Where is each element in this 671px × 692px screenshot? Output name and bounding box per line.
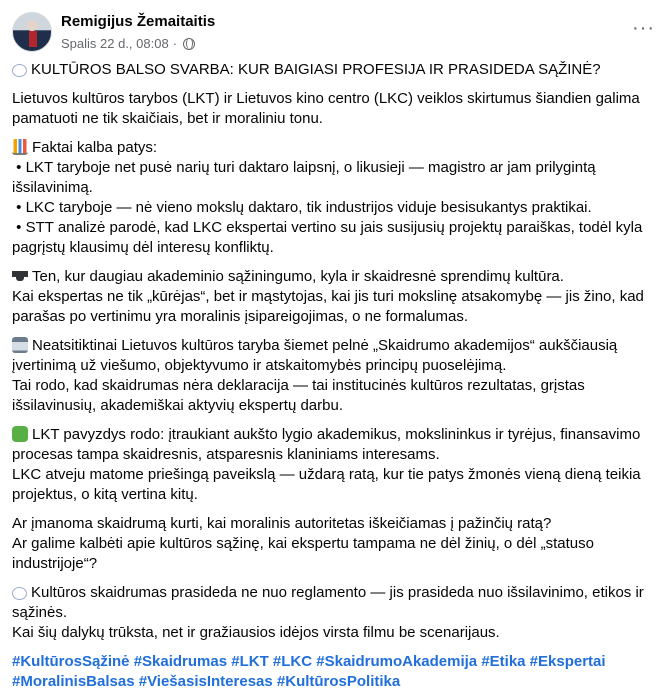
facts-paragraph <box>12 138 659 258</box>
post-meta <box>61 36 195 51</box>
hashtags[interactable]: #KultūrosSąžinė #Skaidrumas #LKT #LKC #SkaidrumoAkademija #Etika #Ekspertai #MoralinisBalsas #ViešasisInteresas #KultūrosPolitika <box>12 653 606 690</box>
post-body <box>12 60 659 692</box>
award-paragraph <box>12 336 659 416</box>
post-date[interactable]: Spalis 22 d., 08:08 <box>61 36 169 51</box>
award-heading: Neatsitiktinai Lietuvos kultūros taryba šiemet pelnė „Skaidrumo akademijos“ aukščiausią įvertinimą už viešumo, objektyvumo ir atskaitomybės principų puoselėjimą. <box>12 337 622 374</box>
closing-body: Kai šių dalykų trūksta, net ir gražiausios idėjos virsta filmu be scenarijaus. <box>12 624 500 641</box>
post-title-paragraph <box>12 60 659 80</box>
more-options-icon[interactable]: ··· <box>632 17 655 39</box>
speech-balloon-icon <box>12 587 27 600</box>
fact-item: • LKC taryboje — nė vieno mokslų daktaro, tik industrijos viduje besisukantys praktikai. <box>12 199 592 216</box>
fact-item: • LKT taryboje net pusė narių turi daktaro laipsnį, o likusieji — magistro ar jam prilygintą išsilavinimą. <box>12 159 600 196</box>
academic-body: Kai ekspertas ne tik „kūrėjas“, bet ir mąstytojas, kai jis turi mokslinę atsakomybę — jis žino, kad parašas po vertinimu yra moralinis įsipareigojimas, o ne formalumas. <box>12 288 649 325</box>
example-body: LKC atveju matome priešingą paveikslą — uždarą ratą, kur tie patys žmonės vieną dieną teikia projektus, o kitą vertina kitų. <box>12 466 645 503</box>
author-name[interactable]: Remigijus Žemaitaitis <box>61 13 216 30</box>
academic-paragraph <box>12 267 659 327</box>
question-line: Ar įmanoma skaidrumą kurti, kai moralinis autoritetas iškeičiamas į pažinčių ratą? <box>12 515 552 532</box>
graduation-cap-icon <box>12 268 28 284</box>
closing-paragraph <box>12 583 659 643</box>
bar-chart-icon <box>12 139 28 155</box>
author-avatar[interactable] <box>12 12 52 52</box>
intro-paragraph: Lietuvos kultūros tarybos (LKT) ir Lietuvos kino centro (LKC) veiklos skirtumus šiandien galima pamatuoti ne tik skaičiais, bet ir moraliniu tonu. <box>12 90 644 127</box>
question-line: Ar galime kalbėti apie kultūros sąžinę, kai ekspertu tampama ne dėl žinių, o dėl „statuso industrijoje“? <box>12 535 599 572</box>
meta-separator: · <box>172 36 178 51</box>
facts-heading: Faktai kalba patys: <box>32 139 158 156</box>
award-body: Tai rodo, kad skaidrumas nėra deklaracija — tai institucinės kultūros rezultatas, grįstas išsilavinusių, akademiškai aktyvių ekspertų darbu. <box>12 377 589 414</box>
classical-building-icon <box>12 337 28 353</box>
speech-balloon-icon <box>12 64 27 77</box>
fact-item: • STT analizė parodė, kad LKC ekspertai vertino su jais susijusių projektų paraiškas, todėl kyla pagrįstų klausimų dėl interesų konfliktų. <box>12 219 647 256</box>
globe-icon[interactable] <box>183 38 195 50</box>
closing-heading: Kultūros skaidrumas prasideda ne nuo reglamento — jis prasideda nuo išsilavinimo, etikos ir sąžinės. <box>12 584 648 621</box>
post-title-text: KULTŪROS BALSO SVARBA: KUR BAIGIASI PROFESIJA IR PRASIDEDA SĄŽINĖ? <box>31 61 601 78</box>
example-paragraph <box>12 425 659 505</box>
puzzle-piece-icon <box>12 426 28 442</box>
academic-heading: Ten, kur daugiau akademinio sąžiningumo, kyla ir skaidresnė sprendimų kultūra. <box>32 268 564 285</box>
example-heading: LKT pavyzdys rodo: įtraukiant aukšto lygio akademikus, mokslininkus ir tyrėjus, finansavimo procesas tampa skaidresnis, atsparesnis klaniniams interesams. <box>12 426 645 463</box>
post-header <box>12 12 659 56</box>
questions-paragraph <box>12 514 659 574</box>
